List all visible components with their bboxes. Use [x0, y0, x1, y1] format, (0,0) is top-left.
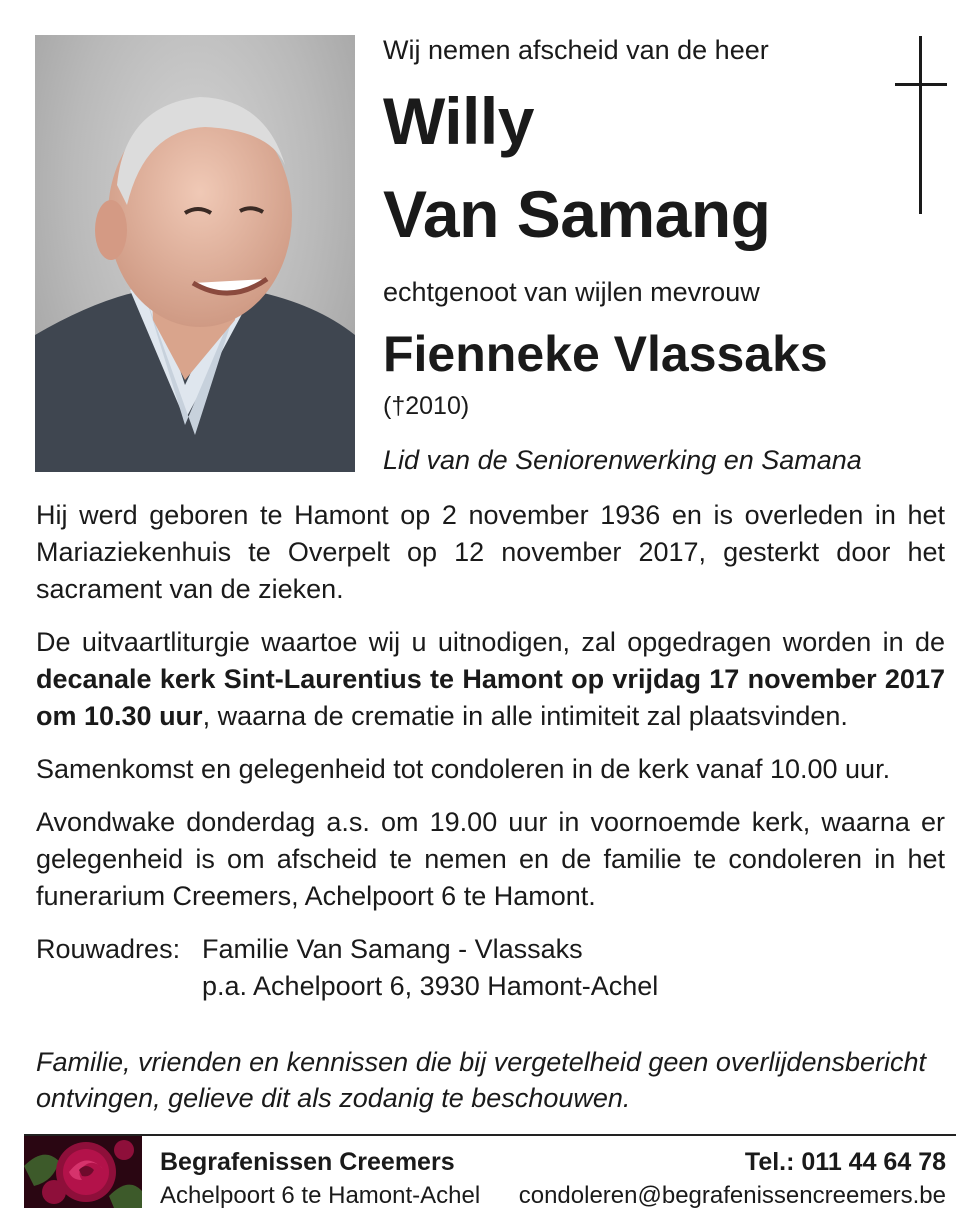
- portrait-photo: [35, 35, 355, 472]
- cross-icon: [895, 36, 947, 214]
- portrait-illustration: [35, 35, 355, 472]
- deceased-last-name: Van Samang: [383, 177, 771, 251]
- funeral-paragraph: [36, 624, 945, 735]
- rose-image: [24, 1136, 142, 1208]
- funeral-text-start: De uitvaartliturgie waartoe wij u uitnodigen, zal opgedragen worden in de: [36, 627, 945, 657]
- obituary-body: [36, 497, 945, 1005]
- rose-icon: [24, 1136, 142, 1208]
- address-label: Rouwadres:: [36, 934, 181, 964]
- closing-note: Familie, vrienden en kennissen die bij vergetelheid geen overlijdensbericht ontvingen, gelieve dit als zodanig te beschouwen.: [36, 1047, 927, 1113]
- spouse-death-year: (†2010): [383, 392, 470, 420]
- funeral-home-name: Begrafenissen Creemers: [160, 1148, 455, 1176]
- intro-text: Wij nemen afscheid van de heer: [383, 35, 769, 65]
- membership-text: Lid van de Seniorenwerking en Samana: [383, 445, 862, 475]
- mourning-address: [36, 931, 945, 1005]
- spouse-intro: echtgenoot van wijlen mevrouw: [383, 277, 760, 307]
- funeral-location-date: decanale kerk Sint-Laurentius te Hamont op vrijdag 17 november 2017 om 10.30 uur: [36, 664, 945, 731]
- deceased-first-name: Willy: [383, 84, 534, 158]
- birth-death-paragraph: Hij werd geboren te Hamont op 2 november 1936 en is overleden in het Mariaziekenhuis te Overpelt op 12 november 2017, gesterkt door het sacrament van de zieken.: [36, 500, 945, 604]
- condolence-paragraph: Samenkomst en gelegenheid tot condoleren in de kerk vanaf 10.00 uur.: [36, 754, 891, 784]
- funeral-home-address: Achelpoort 6 te Hamont-Achel: [160, 1182, 481, 1209]
- funeral-text-end: , waarna de crematie in alle intimiteit zal plaatsvinden.: [202, 701, 848, 731]
- address-line-2: p.a. Achelpoort 6, 3930 Hamont-Achel: [202, 971, 659, 1001]
- wake-paragraph: Avondwake donderdag a.s. om 19.00 uur in voornoemde kerk, waarna er gelegenheid is om afscheid te nemen en de familie te condoleren in het funerarium Creemers, Achelpoort 6 te Hamont.: [36, 807, 945, 911]
- footer-divider: [24, 1134, 956, 1136]
- address-line-1: Familie Van Samang - Vlassaks: [202, 934, 583, 964]
- funeral-home-phone: Tel.: 011 44 64 78: [744, 1148, 946, 1176]
- spouse-name: Fienneke Vlassaks: [383, 326, 828, 382]
- funeral-home-email[interactable]: condoleren@begrafenissencreemers.be: [518, 1182, 946, 1209]
